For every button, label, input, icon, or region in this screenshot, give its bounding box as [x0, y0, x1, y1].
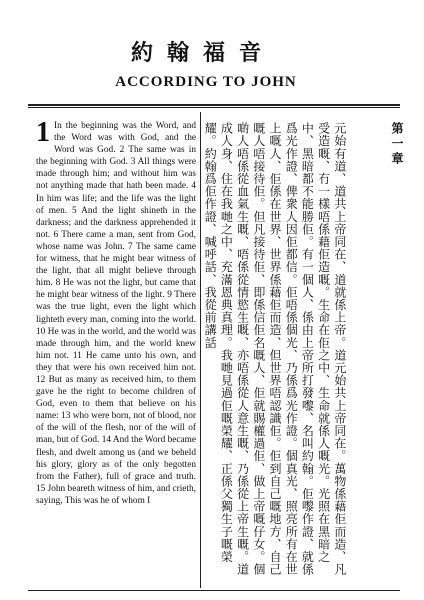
english-title: ACCORDING TO JOHN: [115, 74, 297, 90]
chinese-verses: 元始有道、道共上帝同在、道就係上帝。道元始共上帝同在。萬物係藉佢而造、凡受造嘅、冇一樣唔係藉佢造嘅。生命在佢之中、生命就係人嘅光。光照在黑暗之中、黑暗都不能勝佢。有一個人、係由上帝所打發嚟、名叫約翰。佢嚟作證、就係爲光作證、俾衆人因佢都信。佢唔係個光、乃係爲光作證。個真光、照亮所有在世上嘅人、佢係在世界、世界係藉佢而造、但世界唔認識佢。佢到自己嘅地方、自己嘅人唔接待佢。但凡接待佢、即係信佢名嘅人、佢就賜權過佢、做上帝嘅仔女。個啲人唔係從血氣生嘅、唔係從情慾生嘅、亦唔係從人意生嘅、乃係從上帝生嘅。道成人身、住在我哋之中、充滿恩典真理。我哋見過佢嘅榮耀、正係父獨生子嘅榮耀。約翰爲佢作證、喊呼話、我從前講話: [203, 122, 347, 576]
chapter-heading: [389, 122, 406, 167]
english-column: [36, 120, 196, 585]
chinese-title: 約翰福音: [130, 40, 275, 65]
top-double-rule-thin: [28, 107, 400, 108]
top-double-rule-thick: [28, 104, 400, 106]
chapter-label: 第一章: [390, 122, 404, 167]
chapter-number-dropcap: 1: [36, 120, 50, 148]
bottom-rule: [28, 590, 400, 591]
english-verses: In the beginning was the Word, and the Word was with God, and the Word was God. 2 The same was in the beginning with God. 3 All things were made through him; and without him was not anything made that hath been made. 4 In him was life; and the life was the light of men. 5 And the light shineth in the darkness; and the darkness apprehended it not. 6 There came a man, sent from God, whose name was John. 7 The same came for witness, that he might bear witness of the light, that all might believe through him. 8 He was not the light, but came that he might bear witness of the light. 9 There was the true light, even the light which lighteth every man, coming into the world. 10 He was in the world, and the world was made through him, and the world knew him not. 11 He came unto his own, and they that were his own received him not. 12 But as many as received him, to them gave he the right to become children of God, even to them that believe on his name: 13 who were born, not of blood, nor of the will of the flesh, nor of the will of man, but of God. 14 And the Word became flesh, and dwelt among us (and we beheld his glory, glory as of the only begotten from the Father), full of grace and truth. 15 John beareth witness of him, and crieth, saying, This was he of whom I: [36, 121, 196, 506]
chinese-column: [202, 122, 398, 582]
column-divider: [200, 112, 201, 588]
